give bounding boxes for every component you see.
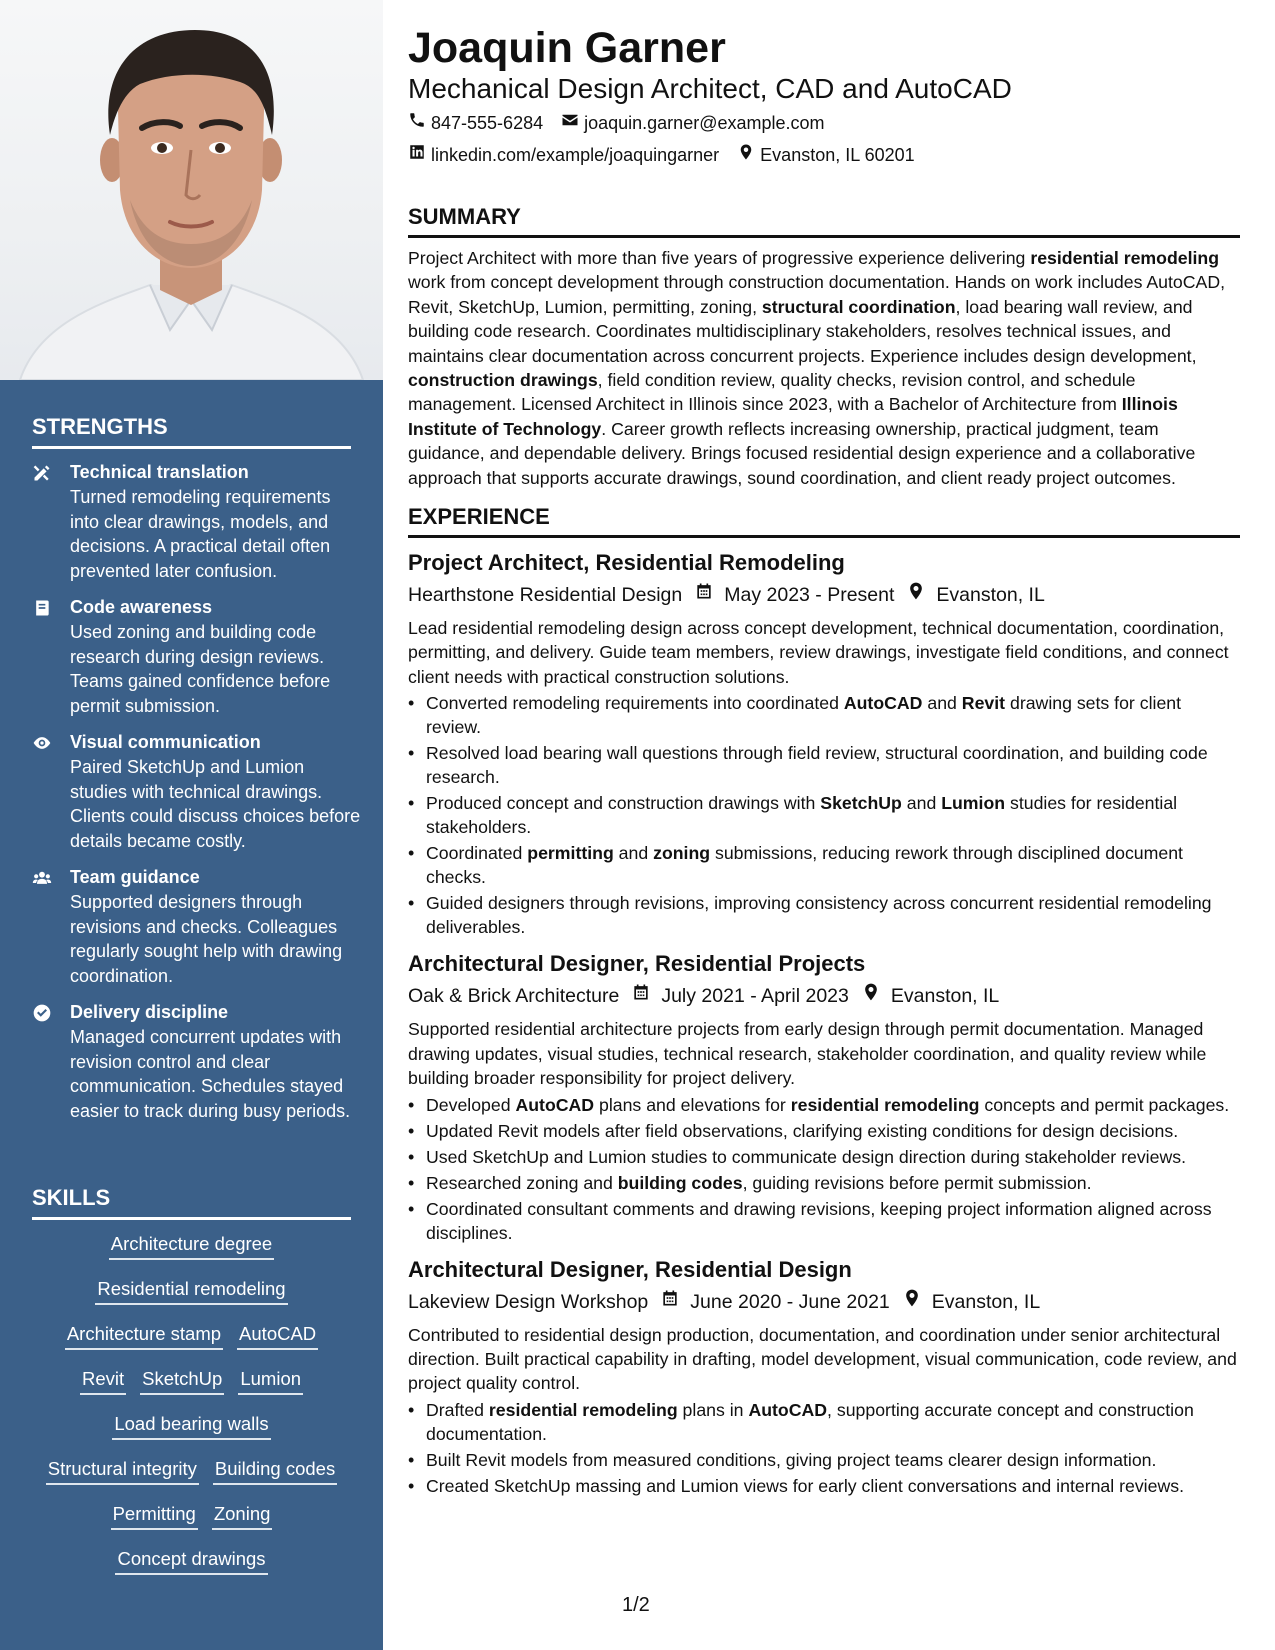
bullet-item: • Researched zoning and building codes, guiding revisions before permit submission. <box>408 1172 1092 1193</box>
job-title: Project Architect, Residential Remodeling <box>408 550 845 576</box>
job-dates: July 2021 - April 2023 <box>661 985 849 1008</box>
bullet-text: Produced concept and construction drawings with <box>426 793 821 814</box>
map-pin-icon <box>890 1287 932 1317</box>
strengths-heading: STRENGTHS <box>32 414 351 449</box>
bullet-text-bold: building codes <box>617 1172 743 1193</box>
summary-segment: . Career growth reflects increasing ownership, practical judgment, team guidance, and dependable delivery. Brings focused residential design experience and a collaborative approach that supports accurate drawings, sound coordination, and client ready project outcomes. <box>408 418 1196 488</box>
skill-tag: Architecture degree <box>109 1233 274 1260</box>
bullet-text: Coordinated consultant comments and drawing revisions, keeping project information aligned across disciplines. <box>426 1198 1212 1243</box>
summary-segment-bold: residential remodeling <box>1030 248 1220 268</box>
skill-row <box>32 1323 351 1368</box>
summary-segment-bold: construction drawings <box>408 370 598 391</box>
strength-desc: Paired SketchUp and Lumion studies with technical drawings. Clients could discuss choices before details became costly. <box>70 757 361 851</box>
job-bullets <box>408 691 1240 939</box>
bullet-text: Researched zoning and <box>426 1172 618 1193</box>
bullet-text: Updated Revit models after field observations, clarifying existing conditions for design decisions. <box>426 1120 1179 1141</box>
strength-item <box>32 1000 362 1123</box>
skill-tag: AutoCAD <box>237 1323 318 1350</box>
skill-tag: Building codes <box>213 1458 337 1485</box>
bullet-text: Created SketchUp massing and Lumion views for early client conversations and internal reviews. <box>426 1475 1184 1496</box>
skill-tag: Residential remodeling <box>95 1278 287 1305</box>
job-meta <box>408 580 1240 610</box>
skill-tag: Architecture stamp <box>65 1323 223 1350</box>
job-description: Lead residential remodeling design across concept development, technical documentation, coordination, permitting, and delivery. Guide team members, review drawings, investigate field conditions, and connect client needs with practical construction solutions. <box>408 618 1229 687</box>
bullet-item: • Produced concept and construction drawings with SketchUp and Lumion studies for residential stakeholders. <box>408 793 1178 838</box>
bullet-text: Coordinated <box>426 843 528 864</box>
strengths-list <box>32 460 362 1135</box>
bullet-text: and <box>613 843 654 864</box>
strength-title: Team guidance <box>70 867 200 887</box>
candidate-name: Joaquin Garner <box>408 24 726 72</box>
contact-email[interactable] <box>561 108 824 138</box>
envelope-icon <box>561 108 584 138</box>
bullet-item: • Built Revit models from measured conditions, giving project teams clearer design information. <box>408 1449 1157 1470</box>
users-icon <box>32 865 70 988</box>
job-company: Hearthstone Residential Design <box>408 584 683 607</box>
bullet-text-bold: permitting <box>527 843 614 864</box>
job-title: Architectural Designer, Residential Design <box>408 1256 852 1282</box>
strength-desc: Used zoning and building code research during design reviews. Teams gained confidence before permit submission. <box>70 622 331 716</box>
bullet-item: • Used SketchUp and Lumion studies to communicate design direction during stakeholder reviews. <box>408 1146 1186 1167</box>
summary-heading: SUMMARY <box>408 204 1240 238</box>
job-dates: June 2020 - June 2021 <box>690 1290 890 1313</box>
skill-tag: Revit <box>80 1368 126 1395</box>
bullet-text: Drafted <box>426 1399 489 1420</box>
eye-icon <box>32 730 70 853</box>
bullet-item: • Created SketchUp massing and Lumion views for early client conversations and internal reviews. <box>408 1475 1184 1496</box>
contact-phone[interactable] <box>408 108 543 138</box>
summary-segment-bold: structural coordination <box>761 296 956 317</box>
strength-item <box>32 595 362 718</box>
portrait-image <box>0 0 383 380</box>
strength-title: Visual communication <box>70 732 261 752</box>
bullet-item: • Coordinated consultant comments and drawing revisions, keeping project information aligned across disciplines. <box>408 1198 1212 1243</box>
skill-row <box>32 1458 351 1503</box>
summary-text <box>408 246 1240 490</box>
job-bullets <box>408 1398 1240 1498</box>
skill-row <box>32 1503 351 1548</box>
calendar-icon <box>648 1287 690 1317</box>
linkedin-icon <box>408 140 431 170</box>
bullet-text-bold: AutoCAD <box>843 693 923 714</box>
job-title: Architectural Designer, Residential Projects <box>408 951 866 977</box>
bullet-text-bold: AutoCAD <box>748 1399 828 1420</box>
skill-tag: Permitting <box>111 1503 198 1530</box>
bullet-text: plans in <box>677 1399 749 1420</box>
job-company: Lakeview Design Workshop <box>408 1290 649 1313</box>
bullet-text: , guiding revisions before permit submission. <box>742 1172 1092 1193</box>
bullet-text: drawing sets for client review. <box>426 693 1182 738</box>
bullet-text-bold: zoning <box>653 843 711 864</box>
bullet-text: Guided designers through revisions, improving consistency across concurrent residential remodeling deliverables. <box>426 893 1212 938</box>
job-description: Contributed to residential design production, documentation, and coordination under senior architectural direction. Built practical capability in drafting, model development, visual communication, code review, and project quality control. <box>408 1324 1237 1394</box>
skill-tag: Zoning <box>212 1503 273 1530</box>
bullet-text: concepts and permit packages. <box>979 1094 1230 1115</box>
job-entry <box>408 1255 1240 1498</box>
summary-segment: , field condition review, quality checks, revision control, and schedule management. Licensed Architect in Illinois since 2023, with a Bachelor of Architecture from <box>408 370 1136 415</box>
bullet-text-bold: residential remodeling <box>488 1399 678 1420</box>
job-meta <box>408 1287 1240 1317</box>
bullet-item: • Resolved load bearing wall questions through field review, structural coordination, and building code research. <box>408 743 1208 788</box>
skill-tag: Structural integrity <box>46 1458 199 1485</box>
bullet-item: • Guided designers through revisions, improving consistency across concurrent residential remodeling deliverables. <box>408 893 1212 938</box>
bullet-text: Developed <box>426 1094 516 1115</box>
strength-item <box>32 460 362 583</box>
skill-tag: Load bearing walls <box>112 1413 270 1440</box>
linkedin-text: linkedin.com/example/joaquingarner <box>431 145 720 165</box>
job-location: Evanston, IL <box>931 1290 1041 1313</box>
job-meta <box>408 981 1240 1011</box>
strength-desc: Managed concurrent updates with revision control and clear communication. Schedules stayed easier to track during busy periods. <box>70 1027 351 1121</box>
skill-tag: Concept drawings <box>115 1548 267 1575</box>
strength-desc: Supported designers through revisions and checks. Colleagues regularly sought help with drawing coordination. <box>70 892 343 986</box>
bullet-item: • Coordinated permitting and zoning submissions, reducing rework through disciplined document checks. <box>408 843 1183 888</box>
strength-title: Code awareness <box>70 597 213 617</box>
bullet-text: Resolved load bearing wall questions through field review, structural coordination, and building code research. <box>426 743 1208 788</box>
job-dates: May 2023 - Present <box>724 584 895 607</box>
bullet-text-bold: Lumion <box>941 793 1006 814</box>
skill-row <box>32 1368 351 1413</box>
skill-tag: Lumion <box>238 1368 303 1395</box>
book-icon <box>32 595 70 718</box>
bullet-text: submissions, reducing rework through disciplined document checks. <box>426 843 1183 888</box>
bullet-item: • Updated Revit models after field observations, clarifying existing conditions for design decisions. <box>408 1120 1179 1141</box>
job-entry <box>408 548 1240 939</box>
phone-icon <box>408 108 431 138</box>
bullet-text-bold: SketchUp <box>820 793 902 814</box>
calendar-icon <box>619 981 661 1011</box>
job-entry <box>408 949 1240 1244</box>
bullet-item: • Converted remodeling requirements into coordinated AutoCAD and Revit drawing sets for client review. <box>408 693 1182 738</box>
skill-row <box>32 1233 351 1278</box>
bullet-text-bold: Revit <box>961 693 1006 714</box>
job-location: Evanston, IL <box>936 584 1045 607</box>
strength-item <box>32 730 362 853</box>
skill-row <box>32 1548 351 1593</box>
phone-text: 847-555-6284 <box>431 113 544 133</box>
contact-linkedin[interactable] <box>408 140 719 170</box>
location-text: Evanston, IL 60201 <box>760 145 915 165</box>
contact-row <box>408 108 1240 138</box>
skills-cloud <box>32 1233 351 1593</box>
strength-item <box>32 865 362 988</box>
summary-segment: Project Architect with more than five years of progressive experience delivering <box>408 248 1031 268</box>
sidebar <box>0 0 383 1650</box>
calendar-icon <box>682 580 724 610</box>
candidate-title: Mechanical Design Architect, CAD and AutoCAD <box>408 73 1012 104</box>
bullet-text-bold: AutoCAD <box>515 1094 595 1115</box>
pencil-ruler-icon <box>32 460 70 583</box>
email-text: joaquin.garner@example.com <box>584 113 825 133</box>
bullet-text: plans and elevations for <box>594 1094 791 1115</box>
summary-segment-bold: Illinois Institute of Technology <box>408 394 1178 439</box>
strength-desc: Turned remodeling requirements into clear drawings, models, and decisions. A practical detail often prevented later confusion. <box>70 487 331 581</box>
skill-row <box>32 1413 351 1458</box>
main-content <box>408 22 1240 1500</box>
map-pin-icon <box>894 580 936 610</box>
bullet-text: Converted remodeling requirements into coordinated <box>426 693 844 714</box>
job-description: Supported residential architecture projects from early design through permit documentation. Managed drawing updates, visual studies, technical research, stakeholder coordination, and quality review while building broader responsibility for project delivery. <box>408 1019 1207 1089</box>
contact-row <box>408 140 1240 170</box>
bullet-text: Built Revit models from measured conditions, giving project teams clearer design information. <box>426 1449 1157 1470</box>
summary-segment: work from concept development through construction documentation. Hands on work includes AutoCAD, Revit, SketchUp, Lumion, permitting, zoning, <box>408 272 1226 317</box>
strength-title: Technical translation <box>70 462 249 482</box>
bullet-text: Used SketchUp and Lumion studies to communicate design direction during stakeholder reviews. <box>426 1146 1186 1167</box>
map-pin-icon <box>849 981 891 1011</box>
skill-row <box>32 1278 351 1323</box>
job-bullets <box>408 1093 1240 1245</box>
bullet-text: studies for residential stakeholders. <box>426 793 1178 838</box>
bullet-text: and <box>922 693 962 714</box>
skill-tag: SketchUp <box>140 1368 224 1395</box>
map-pin-icon <box>737 140 760 170</box>
profile-photo <box>0 0 383 380</box>
check-circle-icon <box>32 1000 70 1123</box>
page-number: 1/2 <box>622 1594 650 1616</box>
skills-heading: SKILLS <box>32 1185 351 1220</box>
strength-title: Delivery discipline <box>70 1002 229 1022</box>
summary-segment: , load bearing wall review, and building code research. Coordinates multidisciplinary stakeholders, resolves technical issues, and maintains clear documentation across concurrent projects. Experience includes design development, <box>408 296 1197 366</box>
bullet-item: • Drafted residential remodeling plans in AutoCAD, supporting accurate concept and construction documentation. <box>408 1399 1194 1444</box>
contact-location <box>737 140 914 170</box>
experience-heading: EXPERIENCE <box>408 504 1240 538</box>
bullet-text-bold: residential remodeling <box>790 1094 980 1115</box>
bullet-item: • Developed AutoCAD plans and elevations for residential remodeling concepts and permit packages. <box>408 1094 1230 1115</box>
job-location: Evanston, IL <box>890 985 1000 1008</box>
bullet-text: , supporting accurate concept and construction documentation. <box>426 1399 1194 1444</box>
job-company: Oak & Brick Architecture <box>408 985 620 1008</box>
bullet-text: and <box>901 793 942 814</box>
